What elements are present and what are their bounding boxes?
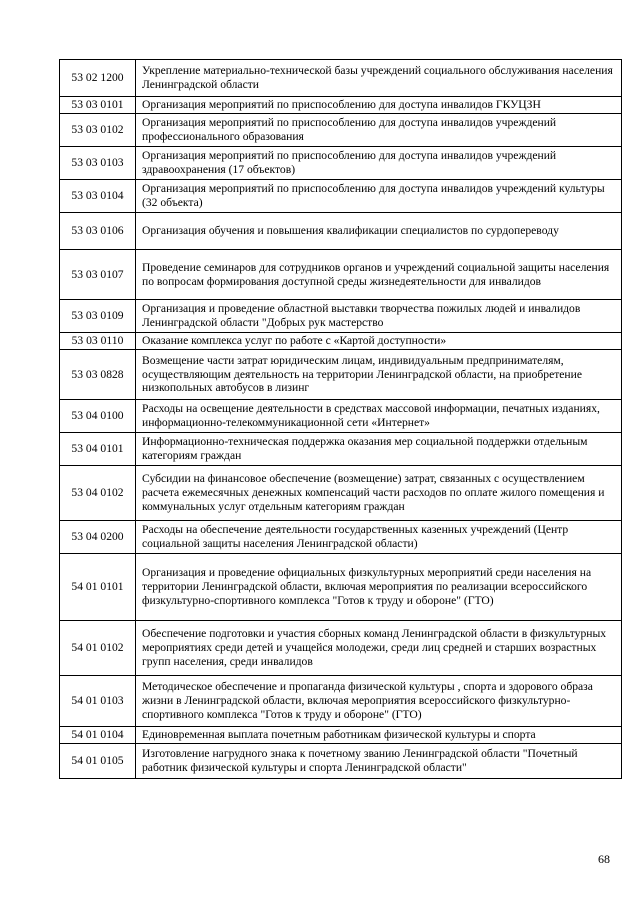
row-code: 53 03 0106: [60, 213, 136, 250]
row-code: 53 04 0102: [60, 466, 136, 521]
row-code: 54 01 0104: [60, 727, 136, 744]
row-code: 53 02 1200: [60, 60, 136, 97]
row-code: 53 03 0101: [60, 97, 136, 114]
row-code: 54 01 0102: [60, 621, 136, 676]
table-row: [60, 554, 622, 621]
table-row: [60, 521, 622, 554]
row-code: 53 04 0100: [60, 400, 136, 433]
row-code: 53 03 0110: [60, 333, 136, 350]
row-description: Информационно-техническая поддержка оказания мер социальной поддержки отдельным категориям граждан: [136, 433, 622, 466]
table-row: [60, 250, 622, 300]
table-row: [60, 300, 622, 333]
table-row: [60, 147, 622, 180]
table-row: [60, 621, 622, 676]
row-code: 54 01 0103: [60, 676, 136, 727]
table-row: [60, 727, 622, 744]
row-code: 54 01 0105: [60, 744, 136, 779]
row-description: Возмещение части затрат юридическим лицам, индивидуальным предпринимателям, осуществляющим деятельность на территории Ленинградской области, на приобретение низкопольных автобусов в лизинг: [136, 350, 622, 400]
table-row: [60, 333, 622, 350]
page-number: 68: [598, 852, 610, 866]
row-description: Организация мероприятий по приспособлению для доступа инвалидов учреждений здравоохранения (17 объектов): [136, 147, 622, 180]
row-description: Обеспечение подготовки и участия сборных команд Ленинградской области в физкультурных мероприятиях среди детей и учащейся молодежи, среди лиц средней и старших возрастных групп населения, среди инвалидов: [136, 621, 622, 676]
table-row: [60, 97, 622, 114]
table-row: [60, 180, 622, 213]
table-row: [60, 114, 622, 147]
table-row: [60, 400, 622, 433]
budget-codes-table: [59, 59, 622, 779]
table-row: [60, 60, 622, 97]
table-row: [60, 433, 622, 466]
table-row: [60, 744, 622, 779]
row-description: Организация мероприятий по приспособлению для доступа инвалидов учреждений культуры (32 объекта): [136, 180, 622, 213]
row-description: Организация и проведение областной выставки творчества пожилых людей и инвалидов Ленинградской области "Добрых рук мастерство: [136, 300, 622, 333]
row-description: Организация мероприятий по приспособлению для доступа инвалидов учреждений профессионального образования: [136, 114, 622, 147]
row-description: Единовременная выплата почетным работникам физической культуры и спорта: [136, 727, 622, 744]
row-description: Изготовление нагрудного знака к почетному званию Ленинградской области "Почетный работник физической культуры и спорта Ленинградской области": [136, 744, 622, 779]
row-description: Организация и проведение официальных физкультурных мероприятий среди населения на территории Ленинградской области, включая мероприятия по реализации всероссийского физкультурно-спортивного комплекса "Готов к труду и обороне" (ГТО): [136, 554, 622, 621]
row-code: 53 04 0101: [60, 433, 136, 466]
row-description: Организация мероприятий по приспособлению для доступа инвалидов ГКУЦЗН: [136, 97, 622, 114]
row-description: Субсидии на финансовое обеспечение (возмещение) затрат, связанных с осуществлением расчета ежемесячных денежных компенсаций части расходов по оплате жилого помещения и коммунальных услуг отдельным категориям граждан: [136, 466, 622, 521]
row-description: Укрепление материально-технической базы учреждений социального обслуживания населения Ленинградской области: [136, 60, 622, 97]
row-description: Проведение семинаров для сотрудников органов и учреждений социальной защиты населения по вопросам формирования доступной среды жизнедеятельности для инвалидов: [136, 250, 622, 300]
table-body: [60, 60, 622, 779]
row-description: Расходы на освещение деятельности в средствах массовой информации, печатных изданиях, информационно-телекоммуникационной сети «Интернет»: [136, 400, 622, 433]
row-code: 53 03 0109: [60, 300, 136, 333]
row-code: 53 03 0103: [60, 147, 136, 180]
row-description: Оказание комплекса услуг по работе с «Картой доступности»: [136, 333, 622, 350]
row-description: Расходы на обеспечение деятельности государственных казенных учреждений (Центр социальной защиты населения Ленинградской области): [136, 521, 622, 554]
row-code: 53 03 0107: [60, 250, 136, 300]
row-description: Организация обучения и повышения квалификации специалистов по сурдопереводу: [136, 213, 622, 250]
row-code: 53 03 0828: [60, 350, 136, 400]
row-code: 53 04 0200: [60, 521, 136, 554]
row-description: Методическое обеспечение и пропаганда физической культуры , спорта и здорового образа жизни в Ленинградской области, включая мероприятия всероссийского физкультурно-спортивного комплекса "Готов к труду и обороне" (ГТО): [136, 676, 622, 727]
row-code: 53 03 0102: [60, 114, 136, 147]
row-code: 54 01 0101: [60, 554, 136, 621]
table-row: [60, 350, 622, 400]
table-row: [60, 676, 622, 727]
table-row: [60, 466, 622, 521]
table-row: [60, 213, 622, 250]
row-code: 53 03 0104: [60, 180, 136, 213]
